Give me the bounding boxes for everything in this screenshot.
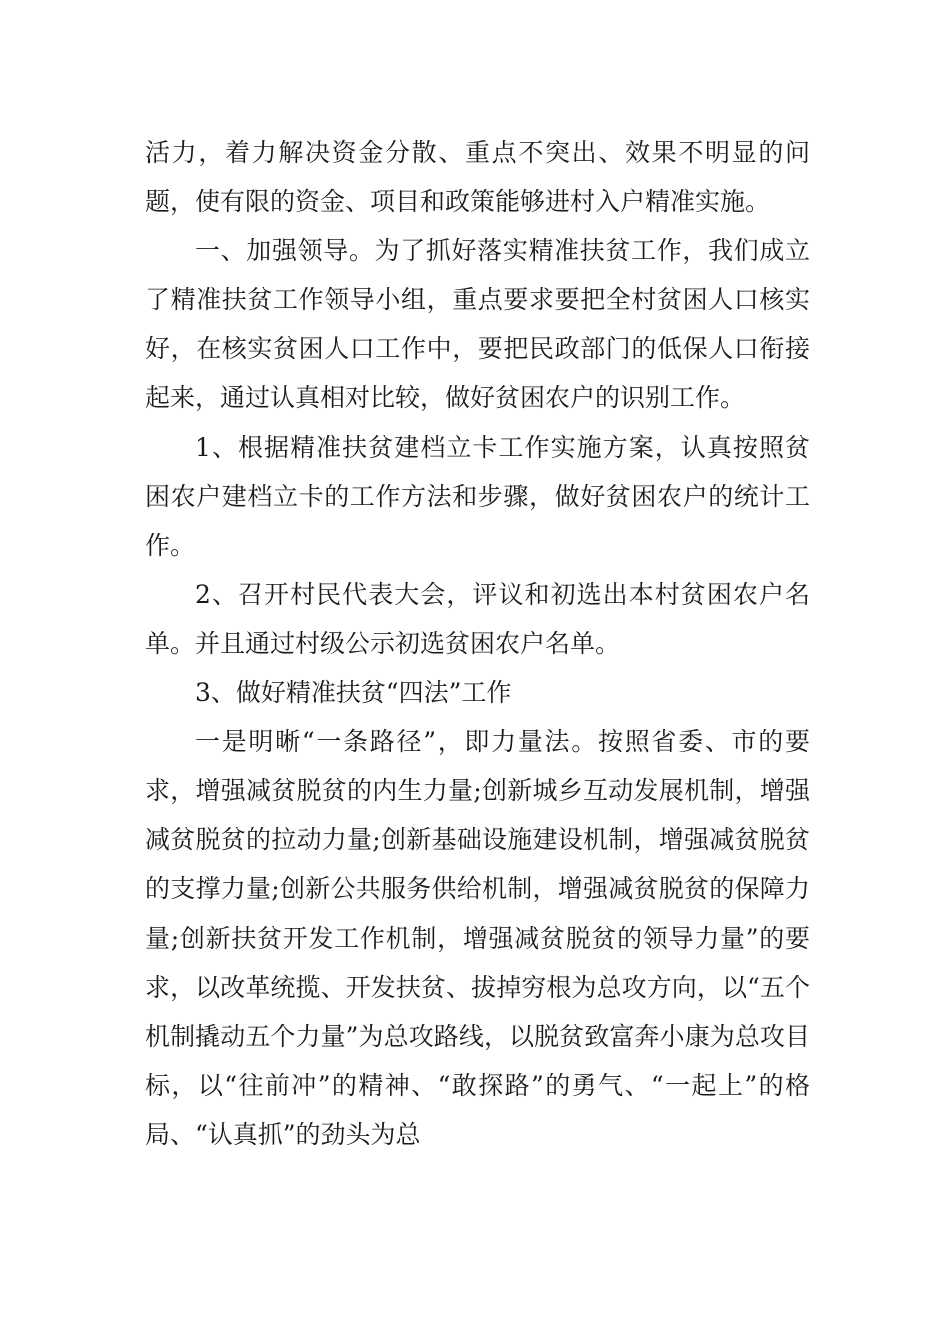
- paragraph-item-2: 2、召开村民代表大会，评议和初选出本村贫困农户名单。并且通过村级公示初选贫困农户名单。: [145, 579, 810, 658]
- paragraph-one-path: 一是明晰“一条路径”，即力量法。按照省委、市的要求，增强减贫脱贫的内生力量;创新城乡互动发展机制，增强减贫脱贫的拉动力量;创新基础设施建设机制，增强减贫脱贫的支撑力量;创新公共服务供给机制，增强减贫脱贫的保障力量;创新扶贫开发工作机制，增强减贫脱贫的领导力量”的要求，以改革统揽、开发扶贫、拔掉穷根为总攻方向，以“五个机制撬动五个力量”为总攻路线，以脱贫致富奔小康为总攻目标，以“往前冲”的精神、“敢探路”的勇气、“一起上”的格局、“认真抓”的劲头为总: [145, 727, 810, 1149]
- paragraph-continuation: 活力，着力解决资金分散、重点不突出、效果不明显的问题，使有限的资金、项目和政策能够进村入户精准实施。: [145, 138, 810, 217]
- paragraph-item-3: 3、做好精准扶贫“四法”工作: [195, 678, 512, 708]
- paragraph-item-1: 1、根据精准扶贫建档立卡工作实施方案，认真按照贫困农户建档立卡的工作方法和步骤，做好贫困农户的统计工作。: [145, 432, 810, 560]
- document-body: [145, 128, 810, 1159]
- paragraph-strengthen-leadership: 一、加强领导。为了抓好落实精准扶贫工作，我们成立了精准扶贫工作领导小组，重点要求要把全村贫困人口核实好，在核实贫困人口工作中，要把民政部门的低保人口衔接起来，通过认真相对比较，做好贫困农户的识别工作。: [145, 236, 810, 413]
